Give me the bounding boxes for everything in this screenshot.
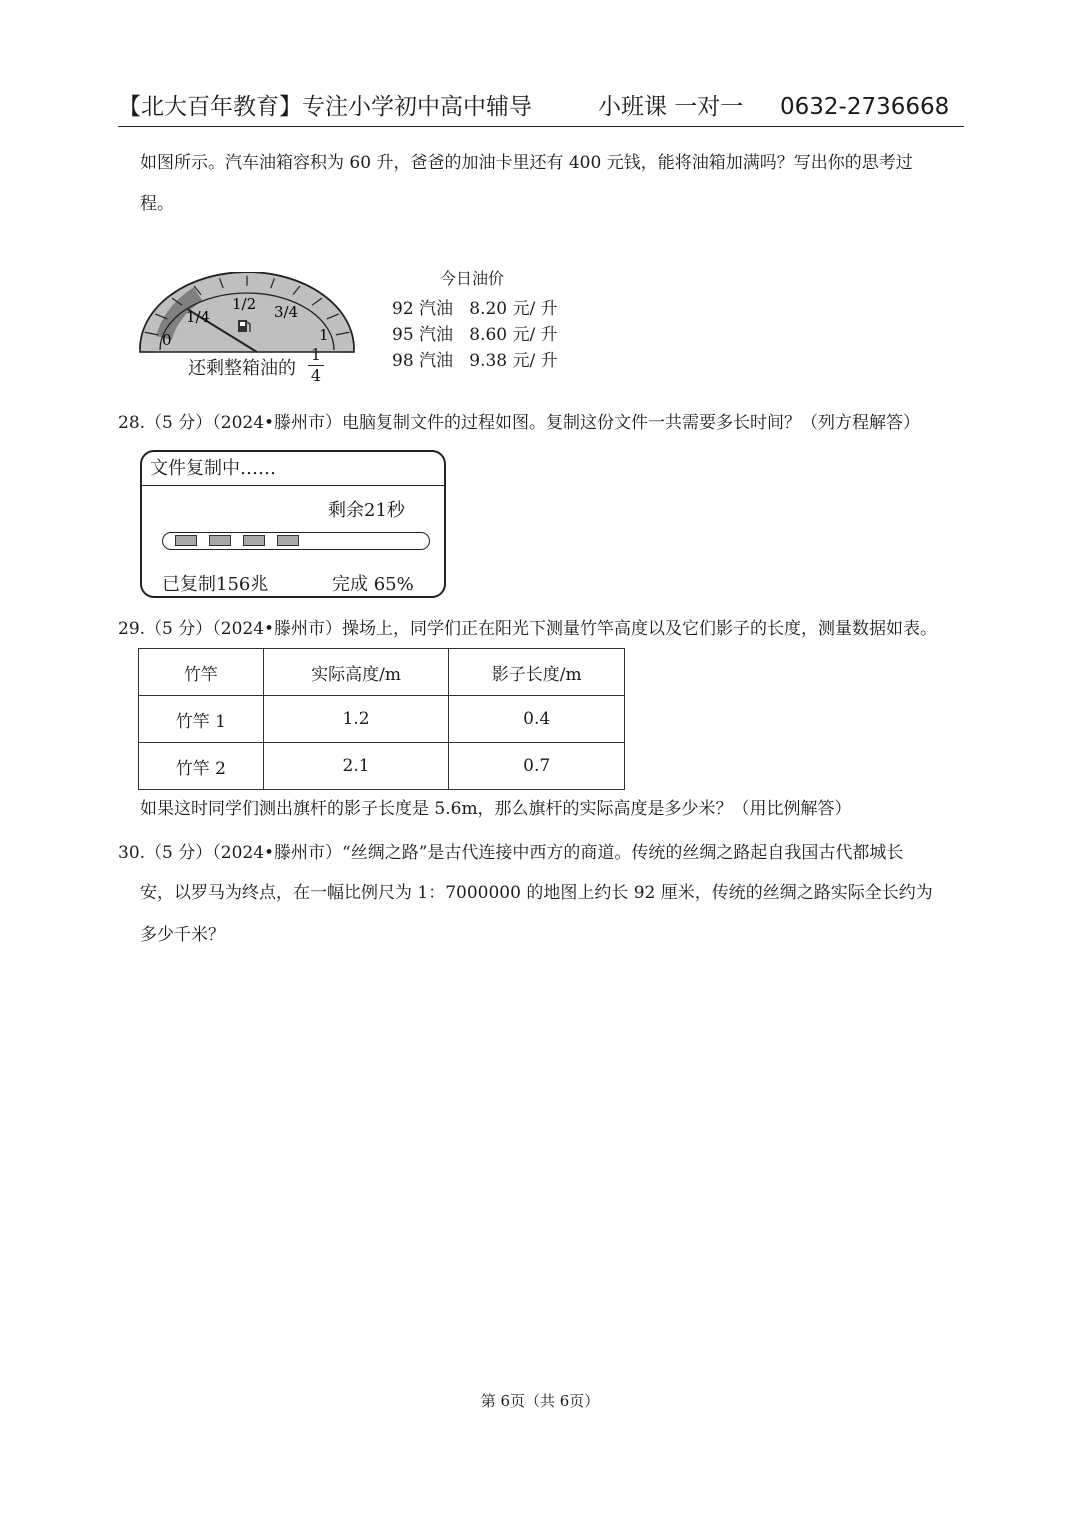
table-header: 实际高度/m [263,649,449,696]
table-header: 影子长度/m [449,649,625,696]
gauge-fraction [308,346,324,385]
gauge-label-1: 1 [319,326,329,344]
page-header [118,88,964,127]
progress-bar [162,532,430,550]
progress-segment [243,535,265,546]
gauge-label-0: 0 [162,331,172,349]
q28-text: 28.（5 分）（2024•滕州市）电脑复制文件的过程如图。复制这份文件一共需要多长时间？（列方程解答） [118,413,921,433]
table-row [139,743,625,790]
gauge-label-half: 1/2 [232,295,257,313]
table-cell: 0.4 [449,696,625,743]
progress-segment [277,535,299,546]
q30-line2: 安，以罗马为终点，在一幅比例尺为 1：7000000 的地图上约长 92 厘米，传统的丝绸之路实际全长约为 [140,883,933,903]
dialog-title: 文件复制中…… [142,452,444,486]
gauge-label-three-quarter: 3/4 [274,303,299,321]
table-cell: 2.1 [263,743,449,790]
copy-progress-dialog [140,450,446,598]
price-grade: 92 汽油 [392,299,454,319]
price-title: 今日油价 [440,269,505,288]
price-grade: 95 汽油 [392,325,454,345]
fraction-numerator: 1 [310,345,322,364]
price-value: 8.60 元/ 升 [469,325,558,345]
header-phone: 0632-2736668 [780,94,950,120]
complete-percent: 完成 65% [332,574,414,595]
gauge-label-quarter: 1/4 [186,308,211,326]
progress-segment [175,535,197,546]
table-cell: 1.2 [263,696,449,743]
progress-segment [209,535,231,546]
price-row-98 [392,346,558,371]
table-header-row [139,649,625,696]
q27-line1: 如图所示。汽车油箱容积为 60 升，爸爸的加油卡里还有 400 元钱，能将油箱加满吗？写出你的思考过 [140,153,913,173]
table-cell: 0.7 [449,743,625,790]
q30-line1: 30.（5 分）（2024•滕州市）“丝绸之路”是古代连接中西方的商道。传统的丝绸之路起自我国古代都城长 [118,843,904,863]
q27-line2: 程。 [140,194,174,214]
q29-text: 29.（5 分）（2024•滕州市）操场上，同学们正在阳光下测量竹竿高度以及它们影子的长度，测量数据如表。 [118,619,938,639]
fuel-gauge [136,272,358,402]
q30-line3: 多少千米？ [140,925,225,945]
q29-question: 如果这时同学们测出旗杆的影子长度是 5.6m，那么旗杆的实际高度是多少米？（用比例解答） [140,799,852,819]
price-value: 9.38 元/ 升 [469,351,558,371]
gauge-remaining-text: 还剩整箱油的 [188,358,296,379]
price-grade: 98 汽油 [392,351,454,371]
table-row [139,696,625,743]
page-footer: 第 6页（共 6页） [480,1392,600,1410]
header-classes: 小班课 一对一 [598,94,744,120]
price-row-92 [392,294,558,319]
table-header: 竹竿 [139,649,264,696]
remaining-time: 剩余21秒 [328,500,405,521]
copied-size: 已复制156兆 [162,574,269,595]
price-row-95 [392,320,558,345]
header-org: 【北大百年教育】专注小学初中高中辅导 [118,94,532,120]
table-cell: 竹竿 2 [139,743,264,790]
price-value: 8.20 元/ 升 [469,299,558,319]
bamboo-table [138,648,625,790]
fraction-denominator: 4 [310,366,322,385]
table-cell: 竹竿 1 [139,696,264,743]
